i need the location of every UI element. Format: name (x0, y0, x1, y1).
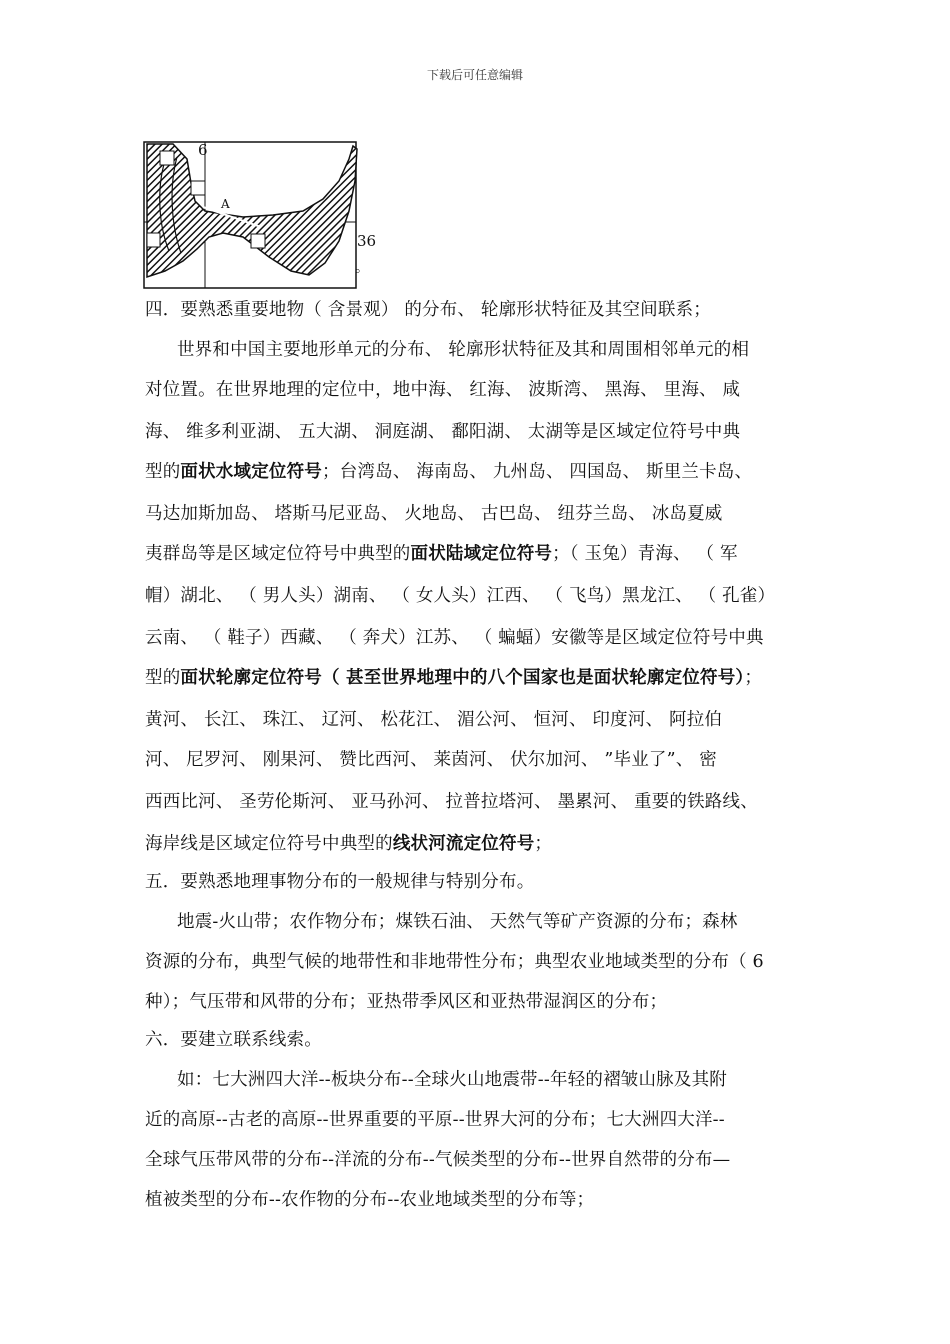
sec5-line-1: 地震-火山带；农作物分布；煤铁石油、 天然气等矿产资源的分布；森林 (177, 912, 738, 932)
text-span: 型的 (145, 668, 181, 688)
map-label-a: A (221, 197, 230, 211)
sec4-line-1: 世界和中国主要地形单元的分布、 轮廓形状特征及其和周围相邻单元的相 (177, 340, 750, 360)
sec4-line-4 (145, 460, 752, 484)
text-span: 海岸线是区域定位符号中典型的 (145, 834, 393, 854)
map-drawing (143, 141, 383, 291)
text-span: 夷群岛等是区域定位符号中典型的 (145, 544, 411, 564)
sec5-line-2: 资源的分布，典型气候的地带性和非地带性分布；典型农业地域类型的分布（ 6 (145, 952, 764, 972)
page-header: 下载后可任意编辑 (426, 68, 523, 82)
sec6-line-2: 近的高原--古老的高原--世界重要的平原--世界大河的分布；七大洲四大洋-- (145, 1110, 725, 1130)
sec4-line-7: 帽）湖北、 （ 男人头）湖南、 （ 女人头）江西、 （ 飞鸟）黑龙江、 （ 孔雀） (145, 586, 776, 606)
sec4-line-2: 对位置。在世界地理的定位中，地中海、 红海、 波斯湾、 黑海、 里海、 咸 (145, 380, 741, 400)
section-6-heading: 六．要建立联系线索。 (145, 1030, 322, 1050)
map-label-6: 6 (198, 141, 208, 159)
text-span: ；台湾岛、 海南岛、 九州岛、 四国岛、 斯里兰卡岛、 (322, 462, 753, 482)
text-span: ； (534, 834, 553, 854)
sec4-line-10: 黄河、 长江、 珠江、 辽河、 松花江、 湄公河、 恒河、 印度河、 阿拉伯 (145, 710, 723, 730)
map-label-36: 36 (357, 232, 377, 250)
sec4-line-8: 云南、 （ 鞋子）西藏、 （ 奔犬）江苏、 （ 蝙蝠）安徽等是区域定位符号中典 (145, 628, 764, 648)
sec4-line-5: 马达加斯加岛、 塔斯马尼亚岛、 火地岛、 古巴岛、 纽芬兰岛、 冰岛夏威 (145, 504, 723, 524)
sec4-line-9 (145, 666, 762, 690)
section-5-heading: 五．要熟悉地理事物分布的一般规律与特别分布。 (145, 872, 535, 892)
section-4-heading: 四．要熟悉重要地物（ 含景观） 的分布、 轮廓形状特征及其空间联系； (145, 300, 711, 320)
sec5-line-3: 种）；气压带和风带的分布；亚热带季风区和亚热带湿润区的分布； (145, 992, 668, 1012)
text-span: ； (744, 668, 763, 688)
sec6-line-4: 植被类型的分布--农作物的分布--农业地域类型的分布等； (145, 1190, 595, 1210)
map-figure (143, 141, 383, 291)
bold-term-land: 面状陆域定位符号 (410, 544, 553, 564)
map-label-degree: 。 (355, 260, 369, 276)
sec6-line-1: 如：七大洲四大洋--板块分布--全球火山地震带--年轻的褶皱山脉及其附 (177, 1070, 727, 1090)
bold-term-water: 面状水域定位符号 (180, 462, 323, 482)
sec4-line-11: 河、 尼罗河、 刚果河、 赞比西河、 莱茵河、 伏尔加河、 ”毕业了”、 密 (145, 750, 717, 770)
sec4-line-13 (145, 832, 552, 856)
bold-term-outline: 面状轮廓定位符号（ 甚至世界地理中的八个国家也是面状轮廓定位符号） (180, 668, 745, 688)
sec4-line-6 (145, 542, 738, 566)
bold-term-river: 线状河流定位符号 (392, 834, 535, 854)
text-span: 型的 (145, 462, 181, 482)
sec4-line-12: 西西比河、 圣劳伦斯河、 亚马孙河、 拉普拉塔河、 墨累河、 重要的铁路线、 (145, 792, 758, 812)
text-span: ；（ 玉兔）青海、 （ 军 (552, 544, 738, 564)
sec4-line-3: 海、 维多利亚湖、 五大湖、 洞庭湖、 鄱阳湖、 太湖等是区域定位符号中典 (145, 422, 741, 442)
sec6-line-3: 全球气压带风带的分布--洋流的分布--气候类型的分布--世界自然带的分布— (145, 1150, 731, 1170)
